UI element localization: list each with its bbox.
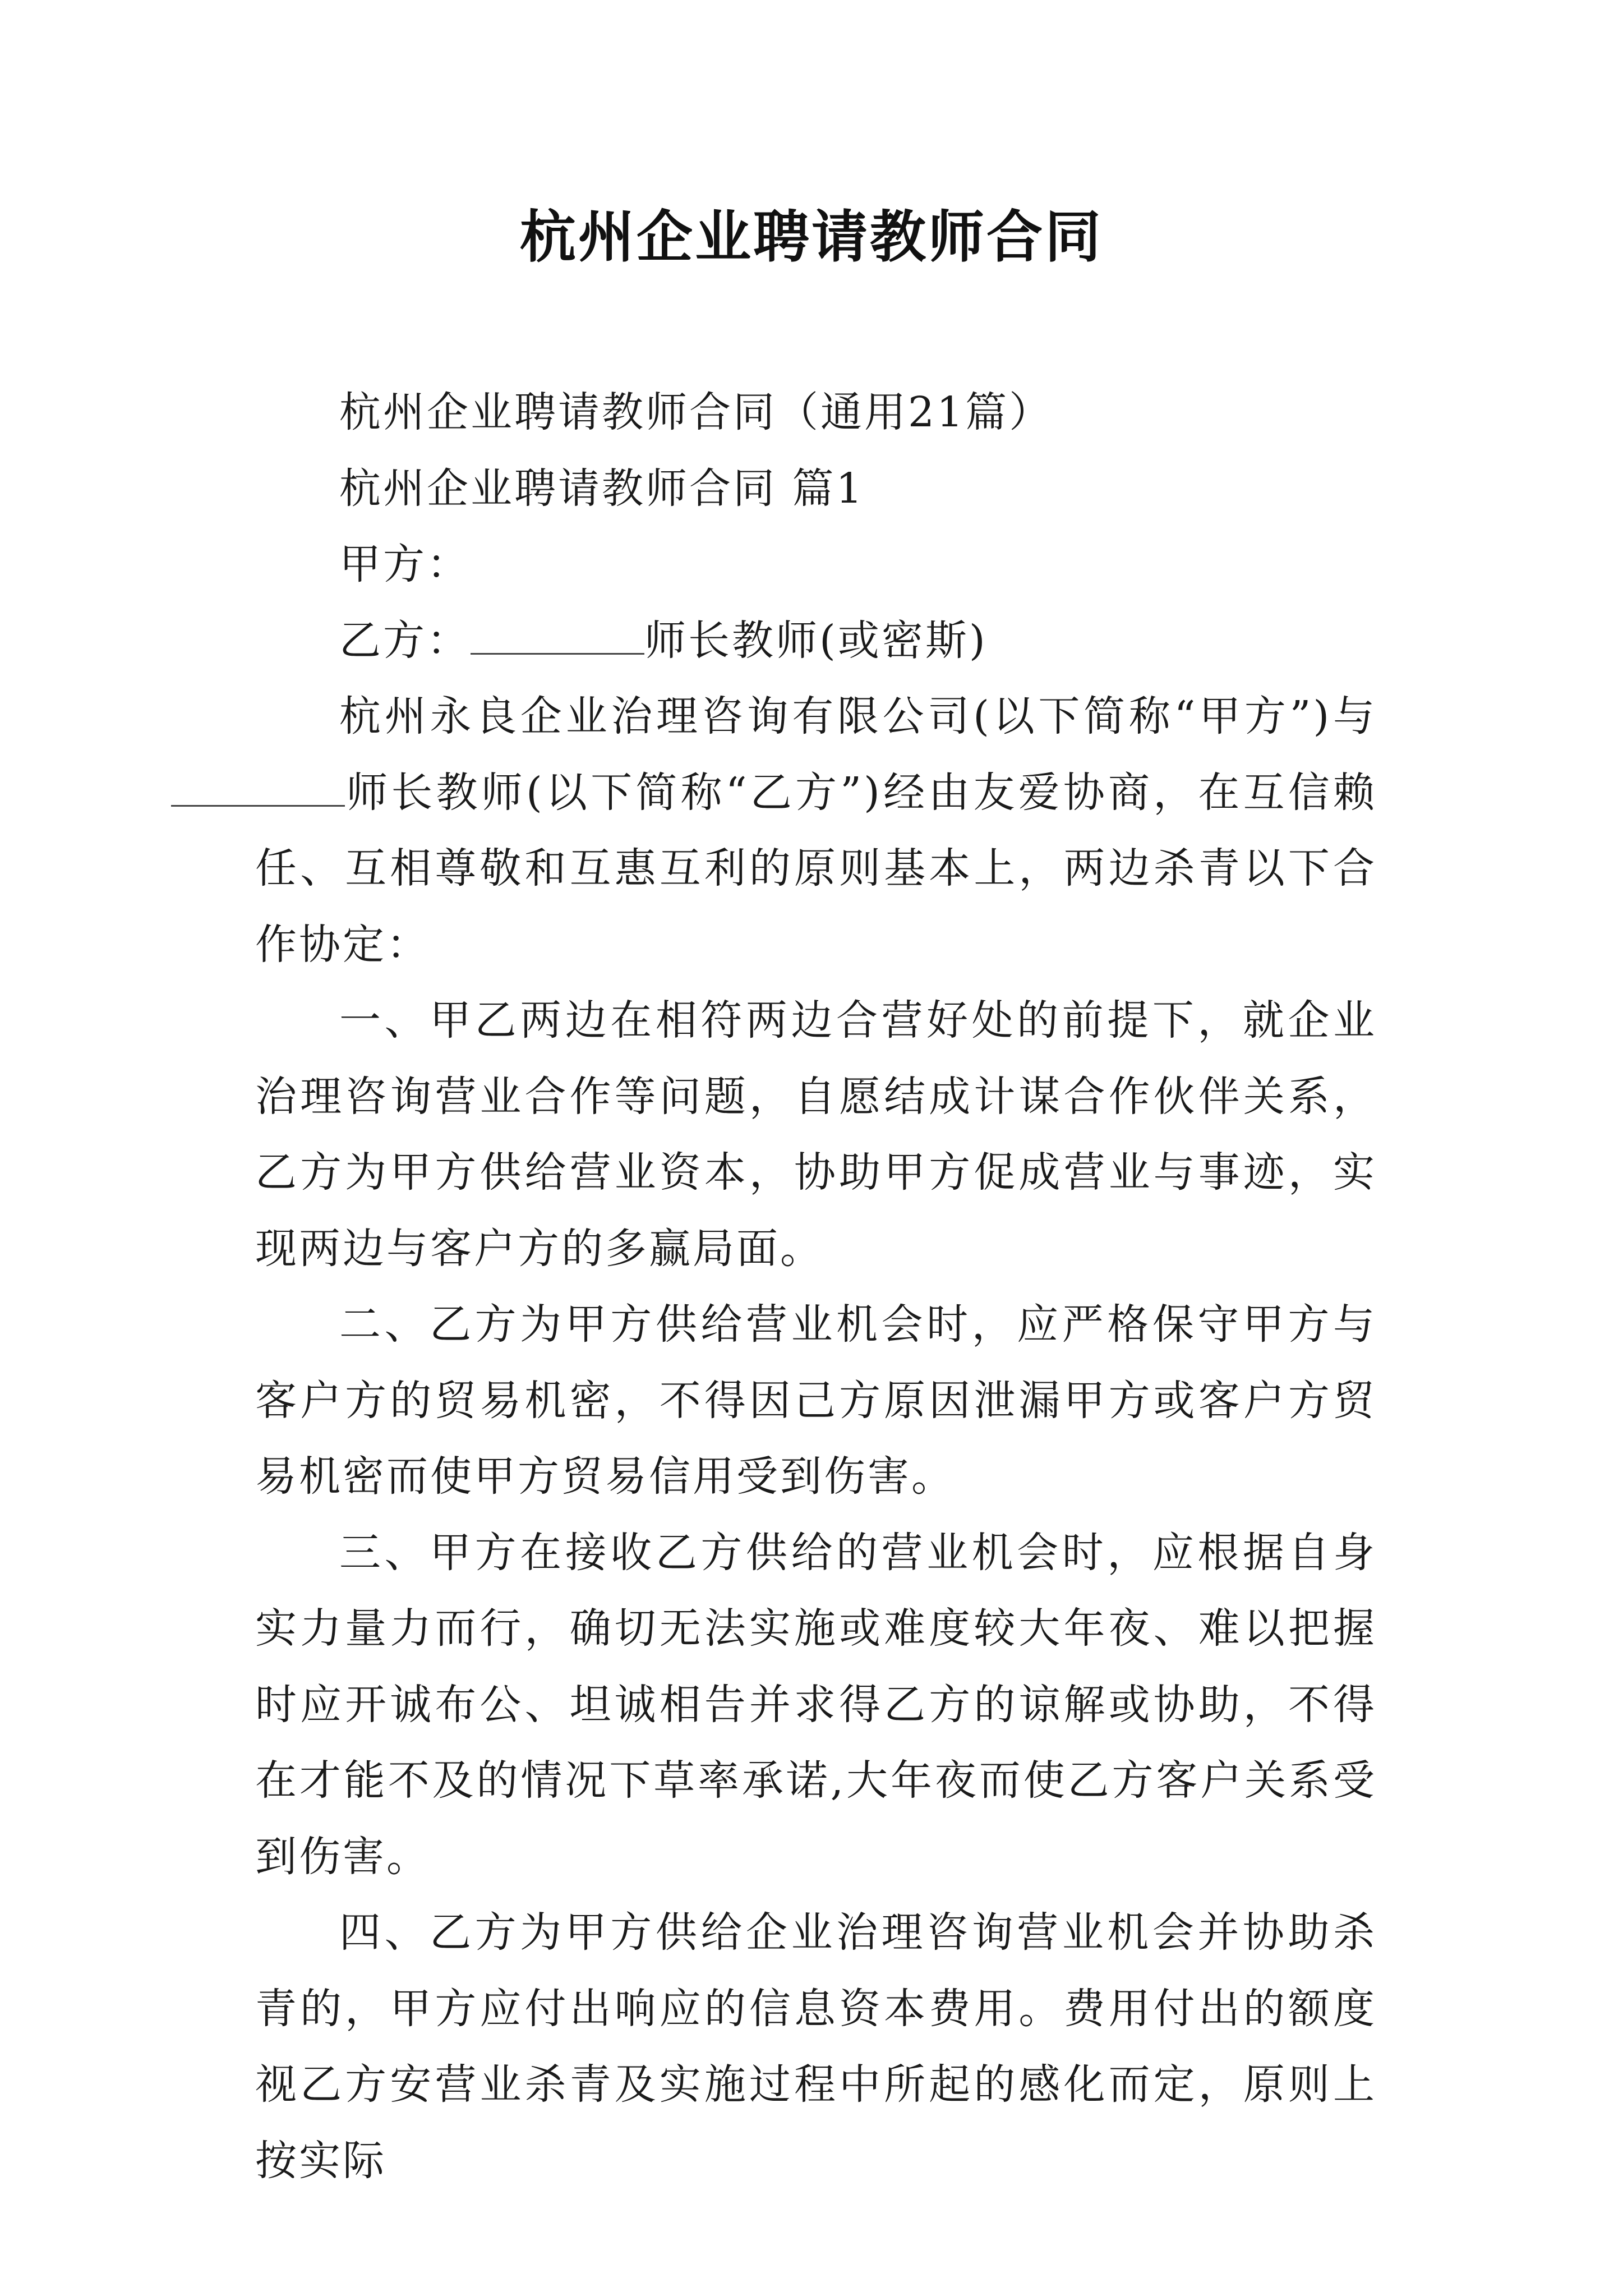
party-b-title: 师长教师(或密斯) (644, 616, 988, 665)
section-heading: 杭州企业聘请教师合同 篇1 (339, 464, 865, 513)
party-b-line (255, 603, 1377, 679)
document-body (255, 375, 1377, 2199)
document-title: 杭州企业聘请教师合同 (520, 204, 1103, 270)
document-subtitle: 杭州企业聘请教师合同（通用21篇） (339, 388, 1053, 436)
intro-paragraph (255, 679, 1377, 983)
clause-3: 三、甲方在接收乙方供给的营业机会时，应根据自身实力量力而行，确切无法实施或难度较大年夜、难以把握时应开诚布公、坦诚相告并求得乙方的谅解或协助，不得在才能不及的情况下草率承诺,大年夜而使乙方客户关系受到伤害。 (255, 1528, 1377, 1881)
intro-text-part2: 师长教师(以下简称“乙方”)经由友爱协商，在互信赖任、互相尊敬和互惠互利的原则基本上，两边杀青以下合作协定： (255, 768, 1377, 969)
intro-name-blank (171, 771, 345, 807)
clause-4: 四、乙方为甲方供给企业治理咨询营业机会并协助杀青的，甲方应付出响应的信息资本费用。费用付出的额度视乙方安营业杀青及实施过程中所起的感化而定，原则上按实际 (255, 1908, 1377, 2185)
party-a-line: 甲方： (339, 540, 471, 588)
clause-2: 二、乙方为甲方供给营业机会时，应严格保守甲方与客户方的贸易机密，不得因己方原因泄漏甲方或客户方贸易机密而使甲方贸易信用受到伤害。 (255, 1300, 1377, 1501)
party-b-label: 乙方： (339, 616, 471, 665)
clause-1: 一、甲乙两边在相符两边合营好处的前提下，就企业治理咨询营业合作等问题，自愿结成计谋合作伙伴关系，乙方为甲方供给营业资本，协助甲方促成营业与事迹，实现两边与客户方的多赢局面。 (255, 996, 1377, 1273)
intro-text-part1: 杭州永良企业治理咨询有限公司(以下简称“甲方”)与 (339, 692, 1377, 740)
party-b-name-blank (471, 619, 644, 655)
